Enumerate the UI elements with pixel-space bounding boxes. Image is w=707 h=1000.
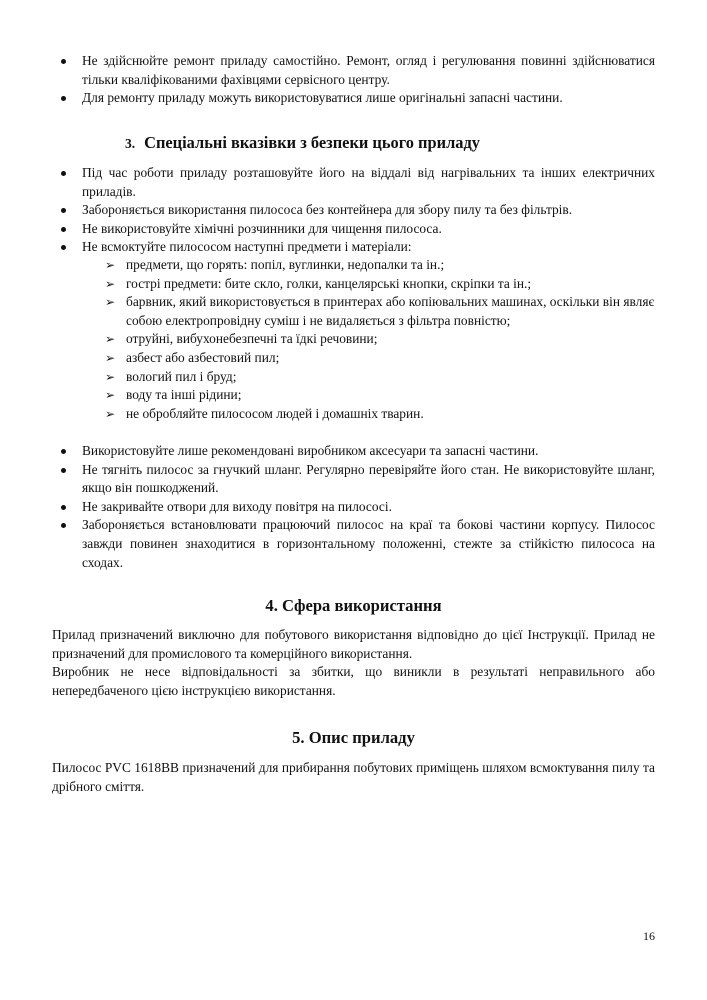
list-item: Під час роботи приладу розташовуйте його на віддалі від нагрівальних та інших електричних приладів. [52,164,655,201]
paragraph: Виробник не несе відповідальності за збитки, що виникли в результаті неправильного або непередбаченого цією інструкцією використання. [52,664,655,698]
list-item: ➢ отруйні, вибухонебезпечні та їдкі речовини; [104,330,656,349]
list-item: ➢ барвник, який використовується в принтерах або копіювальних машинах, оскільки він являє собою електропровідну суміш і не видаляється з фільтра повністю; [104,293,656,330]
list-item: Не закривайте отвори для виходу повітря на пилососі. [52,498,655,517]
paragraph: Пилосос PVC 1618BB призначений для прибирання побутових приміщень шляхом всмоктування пилу та дрібного сміття. [52,760,655,794]
list-item: ➢ воду та інші рідини; [104,386,656,405]
list-item: Забороняється використання пилососа без контейнера для збору пилу та без фільтрів. [52,201,655,220]
list-item: Не використовуйте хімічні розчинники для чищення пилососа. [52,220,655,239]
section-4-text [52,626,655,700]
section-5-text [52,759,655,796]
list-item: ➢ вологий пил і бруд; [104,368,656,387]
list-item: ➢ азбест або азбестовий пил; [104,349,656,368]
list-item: ➢ гострі предмети: бите скло, голки, канцелярські кнопки, скріпки та ін.; [104,275,656,294]
section-4-heading: 4. Сфера використання [265,596,442,615]
paragraph: Прилад призначений виключно для побутового використання відповідно до цієї Інструкції. Прилад не призначений для промислового та комерційного використання. [52,627,655,661]
list-item: ➢ предмети, що горять: попіл, вуглинки, недопалки та ін.; [104,256,656,275]
list-item: Для ремонту приладу можуть використовуватися лише оригінальні запасні частини. [52,89,655,108]
usage-bullet-list [52,442,655,572]
section-3-number: 3. [125,136,136,151]
section-3-heading [125,134,480,154]
list-item: Забороняється встановлювати працюючий пилосос на краї та бокові частини корпусу. Пилосос завжди повинен знаходитися в горизонтальному положенні, стежте за стійкістю пилососа на сходах. [52,516,655,572]
section-5-heading: 5. Опис приладу [292,728,415,747]
forbidden-items-list [104,256,656,423]
list-item: Не здійснюйте ремонт приладу самостійно. Ремонт, огляд і регулювання повинні здійснюватися тільки кваліфікованими фахівцями сервісного центру. [52,52,655,89]
list-item: Не всмоктуйте пилососом наступні предмети і матеріали: [52,238,655,257]
section-3-title: Спеціальні вказівки з безпеки цього приладу [144,133,480,152]
list-item: Не тягніть пилосос за гнучкий шланг. Регулярно перевіряйте його стан. Не використовуйте шланг, якщо він пошкоджений. [52,461,655,498]
safety-bullet-list [52,164,655,257]
page-number: 16 [643,929,655,943]
list-item: ➢ не обробляйте пилососом людей і домашніх тварин. [104,405,656,424]
repair-bullet-list [52,52,655,108]
list-item: Використовуйте лише рекомендовані виробником аксесуари та запасні частини. [52,442,655,461]
